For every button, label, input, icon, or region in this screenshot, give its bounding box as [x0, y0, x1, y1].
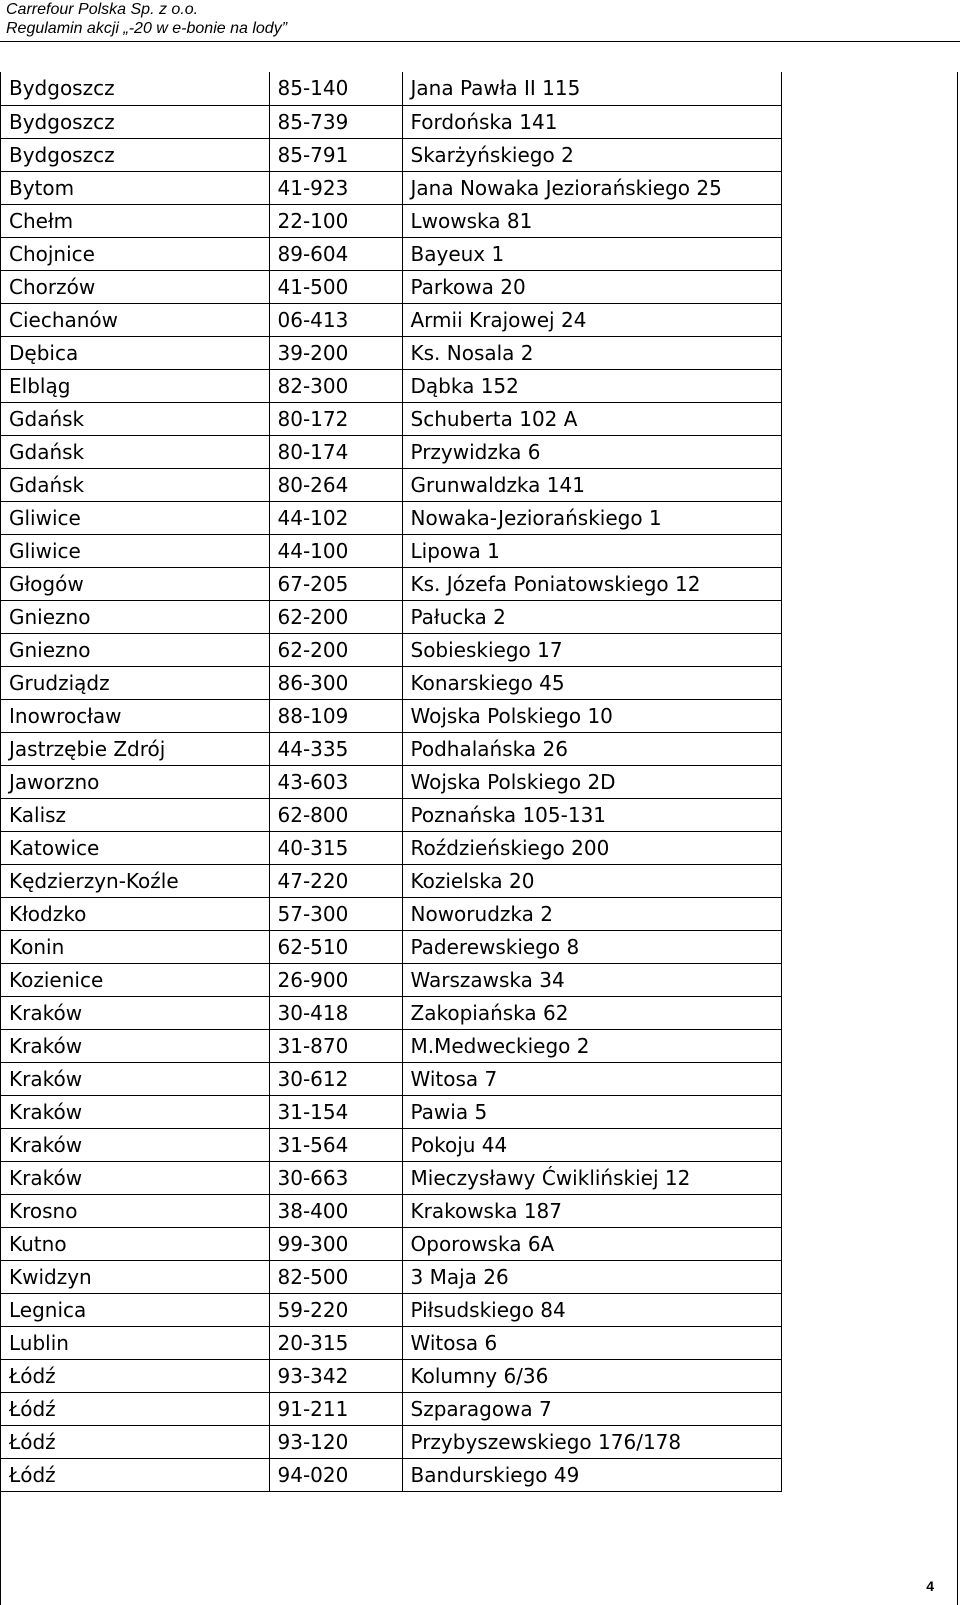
store-city-cell: Grudziądz — [1, 666, 269, 699]
store-zip-cell: 40-315 — [269, 831, 402, 864]
table-row — [1, 963, 781, 996]
store-zip-cell: 22-100 — [269, 204, 402, 237]
header-divider — [0, 41, 960, 42]
table-row — [1, 105, 781, 138]
store-city-cell: Kraków — [1, 1161, 269, 1194]
table-row — [1, 1128, 781, 1161]
store-street-cell: Armii Krajowej 24 — [402, 303, 781, 336]
store-street-cell: 3 Maja 26 — [402, 1260, 781, 1293]
table-row — [1, 1161, 781, 1194]
table-row — [1, 1062, 781, 1095]
store-zip-cell: 44-100 — [269, 534, 402, 567]
store-zip-cell: 20-315 — [269, 1326, 402, 1359]
store-city-cell: Jastrzębie Zdrój — [1, 732, 269, 765]
table-row — [1, 1095, 781, 1128]
store-street-cell: Bayeux 1 — [402, 237, 781, 270]
store-street-cell: Dąbka 152 — [402, 369, 781, 402]
store-zip-cell: 39-200 — [269, 336, 402, 369]
store-city-cell: Gniezno — [1, 600, 269, 633]
store-street-cell: Jana Pawła II 115 — [402, 72, 781, 105]
store-zip-cell: 99-300 — [269, 1227, 402, 1260]
store-zip-cell: 06-413 — [269, 303, 402, 336]
store-street-cell: Poznańska 105-131 — [402, 798, 781, 831]
table-row — [1, 666, 781, 699]
store-street-cell: Witosa 7 — [402, 1062, 781, 1095]
store-zip-cell: 62-200 — [269, 633, 402, 666]
store-city-cell: Kraków — [1, 996, 269, 1029]
store-street-cell: Pałucka 2 — [402, 600, 781, 633]
table-row — [1, 72, 781, 105]
store-city-cell: Krosno — [1, 1194, 269, 1227]
store-zip-cell: 82-300 — [269, 369, 402, 402]
store-zip-cell: 80-172 — [269, 402, 402, 435]
table-row — [1, 1458, 781, 1491]
table-row — [1, 303, 781, 336]
table-row — [1, 1425, 781, 1458]
store-zip-cell: 31-564 — [269, 1128, 402, 1161]
store-street-cell: Skarżyńskiego 2 — [402, 138, 781, 171]
table-row — [1, 699, 781, 732]
table-row — [1, 1326, 781, 1359]
table-row — [1, 600, 781, 633]
store-city-cell: Konin — [1, 930, 269, 963]
store-zip-cell: 43-603 — [269, 765, 402, 798]
store-zip-cell: 38-400 — [269, 1194, 402, 1227]
store-street-cell: Ks. Nosala 2 — [402, 336, 781, 369]
store-zip-cell: 62-200 — [269, 600, 402, 633]
store-street-cell: Lwowska 81 — [402, 204, 781, 237]
store-city-cell: Bydgoszcz — [1, 105, 269, 138]
store-zip-cell: 80-174 — [269, 435, 402, 468]
store-street-cell: Wojska Polskiego 2D — [402, 765, 781, 798]
table-row — [1, 1194, 781, 1227]
store-zip-cell: 85-739 — [269, 105, 402, 138]
store-zip-cell: 85-140 — [269, 72, 402, 105]
store-city-cell: Chorzów — [1, 270, 269, 303]
store-city-cell: Łódź — [1, 1392, 269, 1425]
store-city-cell: Dębica — [1, 336, 269, 369]
page-number: 4 — [926, 1578, 934, 1594]
store-street-cell: M.Medweckiego 2 — [402, 1029, 781, 1062]
store-zip-cell: 88-109 — [269, 699, 402, 732]
store-city-cell: Kraków — [1, 1095, 269, 1128]
table-row — [1, 930, 781, 963]
store-zip-cell: 31-870 — [269, 1029, 402, 1062]
store-zip-cell: 94-020 — [269, 1458, 402, 1491]
store-zip-cell: 67-205 — [269, 567, 402, 600]
store-city-cell: Bydgoszcz — [1, 72, 269, 105]
store-street-cell: Grunwaldzka 141 — [402, 468, 781, 501]
store-zip-cell: 31-154 — [269, 1095, 402, 1128]
table-row — [1, 798, 781, 831]
store-street-cell: Roździeńskiego 200 — [402, 831, 781, 864]
store-zip-cell: 30-663 — [269, 1161, 402, 1194]
store-city-cell: Bydgoszcz — [1, 138, 269, 171]
store-zip-cell: 47-220 — [269, 864, 402, 897]
store-zip-cell: 30-418 — [269, 996, 402, 1029]
store-city-cell: Jaworzno — [1, 765, 269, 798]
table-row — [1, 1392, 781, 1425]
store-city-cell: Gliwice — [1, 501, 269, 534]
store-street-cell: Jana Nowaka Jeziorańskiego 25 — [402, 171, 781, 204]
store-zip-cell: 41-500 — [269, 270, 402, 303]
table-row — [1, 336, 781, 369]
store-street-cell: Konarskiego 45 — [402, 666, 781, 699]
store-street-cell: Pawia 5 — [402, 1095, 781, 1128]
store-street-cell: Fordońska 141 — [402, 105, 781, 138]
table-row — [1, 1293, 781, 1326]
store-city-cell: Kwidzyn — [1, 1260, 269, 1293]
store-zip-cell: 44-335 — [269, 732, 402, 765]
store-city-cell: Łódź — [1, 1458, 269, 1491]
store-street-cell: Parkowa 20 — [402, 270, 781, 303]
store-street-cell: Oporowska 6A — [402, 1227, 781, 1260]
store-zip-cell: 62-800 — [269, 798, 402, 831]
store-zip-cell: 93-120 — [269, 1425, 402, 1458]
store-city-cell: Chojnice — [1, 237, 269, 270]
store-street-cell: Sobieskiego 17 — [402, 633, 781, 666]
store-street-cell: Podhalańska 26 — [402, 732, 781, 765]
table-row — [1, 1359, 781, 1392]
store-zip-cell: 89-604 — [269, 237, 402, 270]
store-city-cell: Łódź — [1, 1425, 269, 1458]
store-street-cell: Nowaka-Jeziorańskiego 1 — [402, 501, 781, 534]
store-street-cell: Krakowska 187 — [402, 1194, 781, 1227]
store-street-cell: Paderewskiego 8 — [402, 930, 781, 963]
table-row — [1, 138, 781, 171]
table-row — [1, 732, 781, 765]
document-title: Regulamin akcji „-20 w e-bonie na lody” — [6, 20, 288, 37]
store-city-cell: Łódź — [1, 1359, 269, 1392]
store-street-cell: Piłsudskiego 84 — [402, 1293, 781, 1326]
store-city-cell: Katowice — [1, 831, 269, 864]
table-row — [1, 171, 781, 204]
store-city-cell: Kłodzko — [1, 897, 269, 930]
store-city-cell: Kraków — [1, 1029, 269, 1062]
store-street-cell: Szparagowa 7 — [402, 1392, 781, 1425]
store-city-cell: Bytom — [1, 171, 269, 204]
store-city-cell: Gdańsk — [1, 468, 269, 501]
store-list-table — [1, 72, 782, 1492]
table-row — [1, 1029, 781, 1062]
store-zip-cell: 59-220 — [269, 1293, 402, 1326]
store-city-cell: Gdańsk — [1, 435, 269, 468]
table-row — [1, 633, 781, 666]
store-zip-cell: 86-300 — [269, 666, 402, 699]
store-city-cell: Gdańsk — [1, 402, 269, 435]
store-street-cell: Wojska Polskiego 10 — [402, 699, 781, 732]
store-city-cell: Inowrocław — [1, 699, 269, 732]
store-street-cell: Warszawska 34 — [402, 963, 781, 996]
store-street-cell: Zakopiańska 62 — [402, 996, 781, 1029]
store-street-cell: Noworudzka 2 — [402, 897, 781, 930]
store-street-cell: Witosa 6 — [402, 1326, 781, 1359]
table-row — [1, 534, 781, 567]
store-city-cell: Kędzierzyn-Koźle — [1, 864, 269, 897]
store-street-cell: Schuberta 102 A — [402, 402, 781, 435]
store-zip-cell: 82-500 — [269, 1260, 402, 1293]
table-row — [1, 567, 781, 600]
store-list-body — [1, 72, 781, 1491]
store-city-cell: Głogów — [1, 567, 269, 600]
store-city-cell: Chełm — [1, 204, 269, 237]
store-zip-cell: 93-342 — [269, 1359, 402, 1392]
table-row — [1, 204, 781, 237]
store-city-cell: Kozienice — [1, 963, 269, 996]
store-street-cell: Lipowa 1 — [402, 534, 781, 567]
table-row — [1, 402, 781, 435]
table-row — [1, 1227, 781, 1260]
table-row — [1, 1260, 781, 1293]
table-row — [1, 831, 781, 864]
store-city-cell: Gniezno — [1, 633, 269, 666]
table-row — [1, 369, 781, 402]
table-row — [1, 897, 781, 930]
store-street-cell: Bandurskiego 49 — [402, 1458, 781, 1491]
store-zip-cell: 62-510 — [269, 930, 402, 963]
store-street-cell: Kolumny 6/36 — [402, 1359, 781, 1392]
table-row — [1, 864, 781, 897]
store-zip-cell: 44-102 — [269, 501, 402, 534]
table-row — [1, 237, 781, 270]
table-row — [1, 501, 781, 534]
store-city-cell: Lublin — [1, 1326, 269, 1359]
page-header — [6, 0, 287, 38]
store-zip-cell: 57-300 — [269, 897, 402, 930]
store-city-cell: Ciechanów — [1, 303, 269, 336]
store-street-cell: Mieczysławy Ćwiklińskiej 12 — [402, 1161, 781, 1194]
table-row — [1, 765, 781, 798]
company-name: Carrefour Polska Sp. z o.o. — [6, 1, 199, 18]
table-row — [1, 270, 781, 303]
store-zip-cell: 85-791 — [269, 138, 402, 171]
store-street-cell: Kozielska 20 — [402, 864, 781, 897]
store-zip-cell: 80-264 — [269, 468, 402, 501]
store-zip-cell: 30-612 — [269, 1062, 402, 1095]
table-row — [1, 996, 781, 1029]
store-city-cell: Kraków — [1, 1128, 269, 1161]
store-city-cell: Kalisz — [1, 798, 269, 831]
store-street-cell: Przywidzka 6 — [402, 435, 781, 468]
table-row — [1, 435, 781, 468]
store-zip-cell: 91-211 — [269, 1392, 402, 1425]
store-street-cell: Ks. Józefa Poniatowskiego 12 — [402, 567, 781, 600]
store-street-cell: Pokoju 44 — [402, 1128, 781, 1161]
store-city-cell: Kutno — [1, 1227, 269, 1260]
store-city-cell: Legnica — [1, 1293, 269, 1326]
store-city-cell: Kraków — [1, 1062, 269, 1095]
store-zip-cell: 26-900 — [269, 963, 402, 996]
store-zip-cell: 41-923 — [269, 171, 402, 204]
store-city-cell: Elbląg — [1, 369, 269, 402]
store-city-cell: Gliwice — [1, 534, 269, 567]
store-street-cell: Przybyszewskiego 176/178 — [402, 1425, 781, 1458]
table-row — [1, 468, 781, 501]
